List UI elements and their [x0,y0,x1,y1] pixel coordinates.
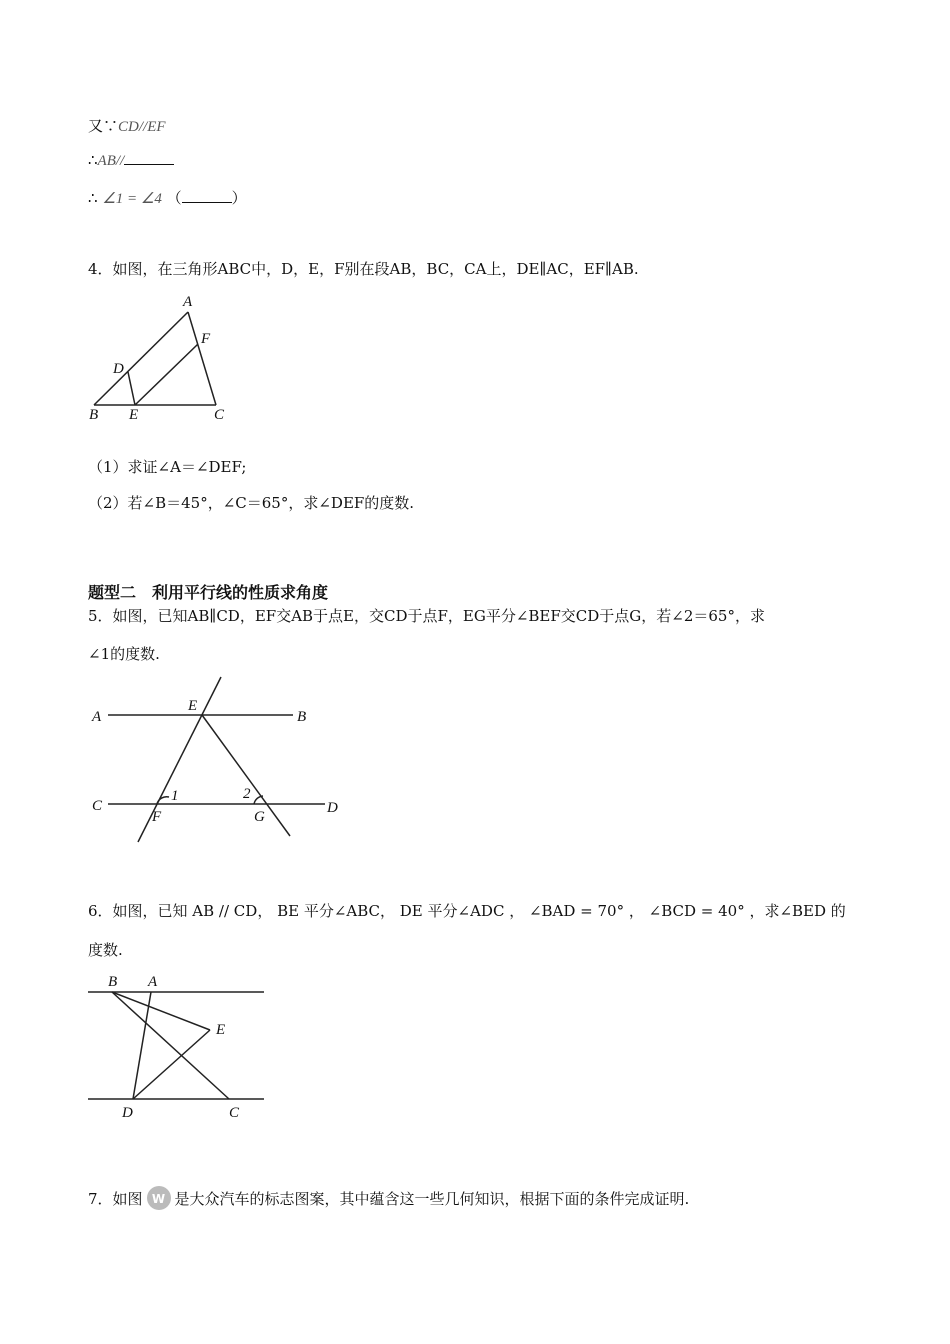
label-D: D [327,800,338,816]
section-title: 题型二 利用平行线的性质求角度 [88,583,329,602]
q6-line2: 度数. [88,941,123,959]
label-C: C [214,407,225,423]
line-EF [138,677,221,842]
q5-line1: 5．如图，已知AB∥CD，EF交AB于点E，交CD于点F，EG平分∠BEF交CD于点G，若∠2＝65°，求 [88,607,765,625]
label-F: F [152,809,162,825]
segment-BC [112,992,229,1099]
label-E: E [216,1022,226,1038]
label-B: B [89,407,99,423]
segment-AD [133,992,151,1099]
reason-blank[interactable] [182,188,232,203]
label-F: F [201,331,211,347]
angle-2-arc [254,796,263,804]
angle-1-arc [157,797,169,804]
q6-line1: 6．如图，已知 AB // CD， BE 平分∠ABC， DE 平分∠ADC ， ∠BAD = 70° ， ∠BCD = 40° ，求∠BED 的 [88,902,846,920]
q4-text: 4．如图，在三角形ABC中，D，E，F别在段AB，BC，CA上，DE∥AC，EF∥AB. [88,260,639,278]
proof-line-1: 又∵CD//EF [88,117,166,135]
label-E: E [129,407,139,423]
q7-text: 7．如图W 是大众汽车的标志图案，其中蕴含这一些几何知识，根据下面的条件完成证明. [88,1186,689,1210]
label-2: 2 [243,786,251,802]
label-A: A [148,974,158,990]
segment-BE [112,992,210,1030]
proof-line-3: ∴ ∠1 = ∠4 （ ） [88,189,247,207]
q4-part2: （2）若∠B＝45°，∠C＝65°，求∠DEF的度数. [88,494,415,512]
segment-EF [135,344,198,405]
segment-BA [94,312,188,405]
label-G: G [254,809,265,825]
label-A: A [183,294,193,310]
label-C: C [229,1105,240,1121]
label-D: D [113,361,124,377]
segment-DE [133,1030,210,1099]
label-1: 1 [171,788,179,804]
segment-AC [188,312,216,405]
label-B: B [297,709,307,725]
proof-line-2: ∴AB// [88,150,174,171]
vw-logo-icon [147,1186,171,1210]
line-EG [202,715,290,836]
segment-DE [128,372,135,405]
label-E: E [188,698,198,714]
label-D: D [122,1105,133,1121]
q4-part1: （1）求证∠A＝∠DEF; [88,458,247,476]
label-C: C [92,798,103,814]
label-B: B [108,974,118,990]
q5-line2: ∠1的度数. [88,645,160,663]
label-A: A [92,709,102,725]
answer-blank[interactable] [124,150,174,165]
